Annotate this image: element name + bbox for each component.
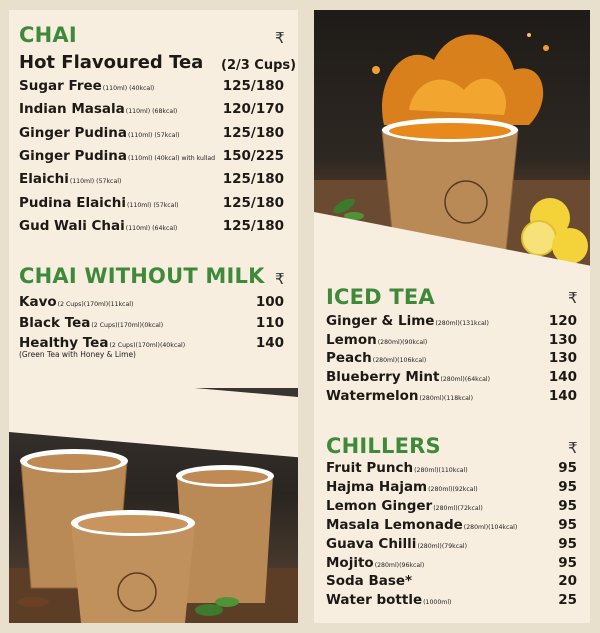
menu-item-name [326,332,427,348]
chai-heading: CHAI [19,23,77,47]
menu-item-name [19,315,163,331]
menu-item-title: Ginger & Lime [326,313,435,329]
chai-rupee-symbol: ₹ [275,29,285,47]
iced-tea-heading: ICED TEA [326,285,435,309]
chai-without-milk-rupee-symbol: ₹ [275,270,285,288]
menu-item-title: Masala Lemonade [326,516,463,533]
menu-item-price: 125/180 [222,124,284,141]
menu-item-name [326,555,424,571]
menu-item-row [19,101,284,123]
menu-item-price: 125/180 [222,194,284,211]
menu-item-name [326,592,451,608]
menu-item-detail: (280ml)(96kcal) [374,561,425,569]
menu-item-price: 20 [558,573,577,590]
menu-item-title: Kavo [19,294,57,310]
menu-item-title: Sugar Free [19,78,102,94]
menu-item-price: 125/180 [222,171,284,188]
menu-item-name [326,517,517,533]
menu-item-detail: (2 Cups)(170ml)(0kcal) [91,321,164,329]
menu-item-name [19,148,215,164]
menu-item-detail: (280ml)(72kcal) [433,504,483,512]
menu-item-detail: (110ml) (40kcal) with kullad [128,154,216,162]
menu-item-price: 130 [548,350,577,367]
menu-item-price: 95 [558,535,577,552]
chai-without-milk-heading: CHAI WITHOUT MILK [19,264,265,288]
menu-item-row [326,388,577,410]
menu-item-name [19,125,180,141]
menu-item-detail: (280ml)(110kcal) [414,467,468,474]
menu-item-detail: (280ml)(64kcal) [440,376,491,384]
menu-item-row [19,78,284,100]
menu-item-name [326,369,490,385]
menu-item-row [19,148,284,170]
menu-item-title: Mojito [326,554,374,571]
chillers-rupee-symbol: ₹ [568,439,578,457]
menu-item-title: Lemon [326,331,377,348]
menu-item-price: 100 [255,294,284,310]
menu-item-title: Elaichi [19,171,69,188]
menu-item-detail: (110ml) (57kcal) [127,201,179,209]
menu-item-detail: (1000ml) [423,599,452,607]
menu-item-title: Pudina Elaichi [19,194,127,211]
menu-item-detail: (280ml)(92kcal) [428,485,478,493]
menu-item-title: Healthy Tea [19,335,109,351]
menu-item-name [19,335,185,351]
menu-item-price: 125/180 [222,78,284,94]
menu-item-detail: (2 Cups)(170ml)(40kcal) [109,342,186,349]
menu-item-detail: (110ml) (57kcal) [69,178,122,186]
menu-item-row [19,125,284,147]
menu-item-name [326,479,478,495]
menu-item-title: Peach [326,350,372,367]
menu-item-price: 25 [558,592,577,609]
menu-item-detail: (110ml) (57kcal) [128,131,180,139]
menu-item-name [19,218,177,234]
menu-item-price: 125/180 [222,217,284,234]
menu-item-name [326,388,473,404]
menu-item-name [326,536,467,552]
menu-item-price: 140 [255,335,284,351]
menu-item-name [19,101,177,117]
tea-splash [372,33,549,125]
menu-item-title: Guava Chilli [326,535,417,552]
right-menu-panel [314,10,590,623]
menu-item-name [326,573,412,589]
menu-item-detail: (110ml) (68kcal) [125,108,178,116]
menu-item-title: Hajma Hajam [326,478,428,495]
menu-item-detail: (280ml)(118kcal) [419,394,474,402]
menu-item-detail: (110ml) (64kcal) [125,224,178,232]
menu-item-row [19,335,284,357]
menu-item-detail: (280ml)(90kcal) [377,338,428,346]
menu-item-row [326,592,577,614]
menu-item-title: Black Tea [19,314,91,331]
menu-item-title: Indian Masala [19,101,125,118]
hot-flavoured-tea-subheading: Hot Flavoured Tea [19,52,204,73]
menu-item-title: Fruit Punch [326,460,414,476]
menu-item-detail: (280ml)(131kcal) [435,320,489,327]
menu-item-detail: (280ml)(106kcal) [372,357,427,365]
menu-item-name [19,171,121,187]
menu-item-price: 95 [558,516,577,533]
menu-item-row [19,294,284,316]
menu-item-price: 95 [558,554,577,571]
menu-item-price: 130 [548,331,577,348]
menu-item-title: Ginger Pudina [19,147,128,164]
menu-item-title: Ginger Pudina [19,124,128,141]
menu-item-name [326,498,483,514]
iced-tea-rupee-symbol: ₹ [568,289,578,307]
menu-item-row [19,171,284,193]
menu-item-title: Soda Base* [326,573,413,590]
menu-item-title: Water bottle [326,592,423,609]
menu-item-note: (Green Tea with Honey & Lime) [19,350,136,359]
menu-item-row [19,218,284,240]
menu-item-name [19,78,154,94]
menu-item-price: 120 [548,313,577,329]
menu-item-detail: (280ml)(79kcal) [417,542,468,550]
left-menu-panel [9,10,298,623]
menu-item-detail: (280ml)(104kcal) [463,523,518,531]
chai-cup-front [71,510,195,623]
menu-item-title: Gud Wali Chai [19,217,125,234]
menu-item-detail: (2 Cups)(170ml)(11kcal) [57,301,134,308]
menu-item-price: 95 [558,497,577,514]
menu-item-price: 150/225 [222,147,284,164]
chillers-heading: CHILLERS [326,434,441,458]
menu-item-price: 140 [548,387,577,404]
menu-item-name [19,195,179,211]
menu-item-name [326,460,468,476]
menu-item-price: 120/170 [222,101,284,118]
menu-item-price: 110 [255,314,284,331]
menu-item-row [19,195,284,217]
menu-item-name [19,294,133,310]
menu-item-title: Blueberry Mint [326,369,440,386]
menu-item-price: 95 [558,460,577,476]
menu-item-name [326,313,489,329]
menu-item-name [326,350,426,366]
menu-item-detail: (110ml) (40kcal) [102,85,155,92]
menu-item-title: Watermelon [326,387,419,404]
menu-item-price: 95 [558,478,577,495]
menu-item-title: Lemon Ginger [326,497,433,514]
cups-note: (2/3 Cups) [221,58,297,73]
menu-item-price: 140 [548,369,577,386]
menu-item-row [19,315,284,337]
